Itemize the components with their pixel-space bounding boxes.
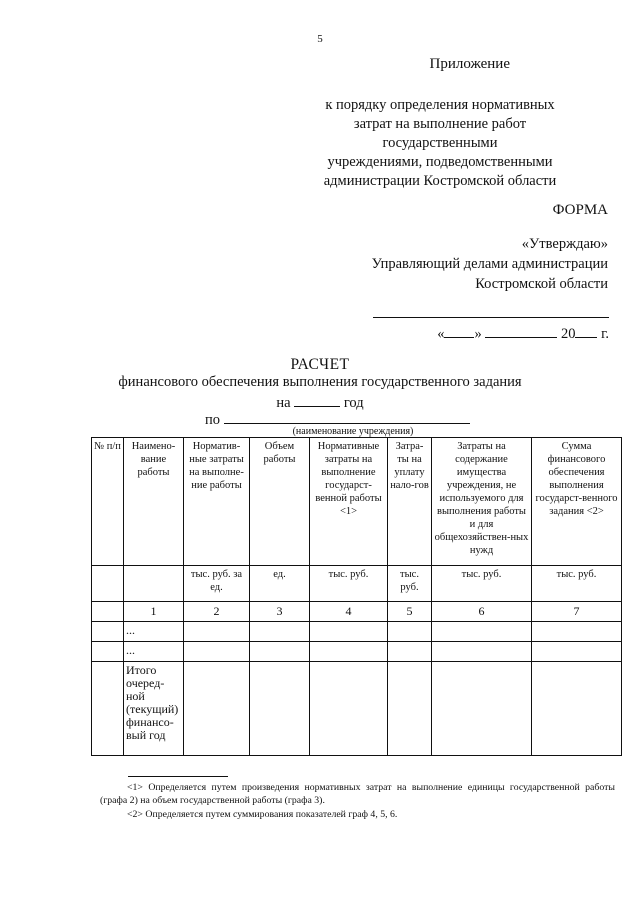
column-number-row bbox=[92, 602, 622, 622]
approval-block bbox=[372, 234, 608, 294]
header-cell: Затра-ты на уплату нало-гов bbox=[388, 438, 432, 566]
table-cell bbox=[532, 662, 622, 756]
column-number: 4 bbox=[310, 602, 388, 622]
units-cell: тыс. руб. bbox=[388, 566, 432, 602]
total-label: Итого очеред-ной (текущий) финансо-вый год bbox=[124, 662, 184, 756]
column-number: 7 bbox=[532, 602, 622, 622]
table-cell bbox=[250, 622, 310, 642]
table-cell: ... bbox=[124, 642, 184, 662]
appendix-line: администрации Костромской области bbox=[323, 173, 557, 189]
date-open-quote: « bbox=[437, 326, 445, 342]
appendix-title: Приложение bbox=[429, 56, 510, 72]
table-cell bbox=[388, 662, 432, 756]
header-cell: Затраты на содержание имущества учреждения, не используемого для выполнения работы и для общехозяйствен-ных нужд bbox=[432, 438, 532, 566]
day-blank bbox=[444, 323, 474, 338]
appendix-line: затрат на выполнение работ bbox=[353, 116, 527, 132]
column-number: 2 bbox=[184, 602, 250, 622]
year-suffix: г. bbox=[601, 326, 609, 342]
table-cell bbox=[92, 662, 124, 756]
page-number: 5 bbox=[317, 33, 323, 45]
column-number: 3 bbox=[250, 602, 310, 622]
units-cell: тыс. руб. за ед. bbox=[184, 566, 250, 602]
month-blank bbox=[485, 323, 557, 338]
approval-word: «Утверждаю» bbox=[521, 236, 608, 252]
table-cell bbox=[532, 622, 622, 642]
units-cell: тыс. руб. bbox=[432, 566, 532, 602]
units-cell bbox=[92, 566, 124, 602]
year-blank bbox=[575, 323, 597, 338]
institution-blank bbox=[224, 409, 470, 424]
column-number bbox=[92, 602, 124, 622]
footnote-1: <1> Определяется путем произведения нормативных затрат на выполнение единицы государственной работы (графа 2) на объем государственной работы (графа 3). bbox=[100, 782, 615, 806]
institution-prefix: по bbox=[205, 412, 221, 428]
units-cell: тыс. руб. bbox=[310, 566, 388, 602]
table-row bbox=[92, 642, 622, 662]
header-row bbox=[92, 438, 622, 566]
table-cell bbox=[184, 662, 250, 756]
document-subtitle: финансового обеспечения выполнения государственного задания bbox=[118, 374, 522, 390]
column-number: 6 bbox=[432, 602, 532, 622]
header-cell: Нормативные затраты на выполнение государст-венной работы <1> bbox=[310, 438, 388, 566]
table-cell bbox=[92, 642, 124, 662]
table-cell bbox=[310, 642, 388, 662]
footnote-2: <2> Определяется путем суммирования показателей граф 4, 5, 6. bbox=[127, 809, 398, 820]
appendix-line: к порядку определения нормативных bbox=[325, 97, 555, 113]
approval-position: Управляющий делами администрации bbox=[371, 256, 608, 272]
column-number: 1 bbox=[124, 602, 184, 622]
units-cell bbox=[124, 566, 184, 602]
table-cell bbox=[432, 662, 532, 756]
column-number: 5 bbox=[388, 602, 432, 622]
appendix-line: государственными bbox=[382, 135, 498, 151]
total-row bbox=[92, 662, 622, 756]
approval-org: Костромской области bbox=[475, 276, 608, 292]
header-cell: Объем работы bbox=[250, 438, 310, 566]
table-cell bbox=[250, 642, 310, 662]
header-cell: Наимено-вание работы bbox=[124, 438, 184, 566]
signature-line bbox=[373, 317, 609, 318]
table-cell bbox=[388, 622, 432, 642]
plan-year-blank bbox=[294, 392, 340, 407]
header-cell: Сумма финансового обеспечения выполнения государст-венного задания <2> bbox=[532, 438, 622, 566]
approval-date bbox=[373, 323, 609, 343]
table-cell bbox=[310, 662, 388, 756]
form-label: ФОРМА bbox=[552, 202, 608, 218]
table-cell bbox=[532, 642, 622, 662]
calculation-table bbox=[91, 437, 622, 756]
footnote-separator bbox=[128, 776, 228, 777]
document-title: РАСЧЕТ bbox=[290, 356, 350, 373]
institution-caption: (наименование учреждения) bbox=[292, 426, 414, 437]
table-cell bbox=[184, 642, 250, 662]
table-cell bbox=[432, 622, 532, 642]
table-cell: ... bbox=[124, 622, 184, 642]
appendix-description bbox=[290, 96, 590, 191]
date-close-quote: » bbox=[474, 326, 482, 342]
table-cell bbox=[310, 622, 388, 642]
table-cell bbox=[92, 622, 124, 642]
year-prefix: 20 bbox=[560, 326, 576, 342]
table-cell bbox=[432, 642, 532, 662]
table-cell bbox=[388, 642, 432, 662]
header-cell: Норматив-ные затраты на выполне-ние работы bbox=[184, 438, 250, 566]
header-cell: № п/п bbox=[92, 438, 124, 566]
table-cell bbox=[184, 622, 250, 642]
plan-year-suffix: год bbox=[343, 395, 364, 411]
units-row bbox=[92, 566, 622, 602]
table-cell bbox=[250, 662, 310, 756]
plan-year-prefix: на bbox=[276, 395, 291, 411]
units-cell: тыс. руб. bbox=[532, 566, 622, 602]
table-row bbox=[92, 622, 622, 642]
units-cell: ед. bbox=[250, 566, 310, 602]
appendix-line: учреждениями, подведомственными bbox=[327, 154, 553, 170]
